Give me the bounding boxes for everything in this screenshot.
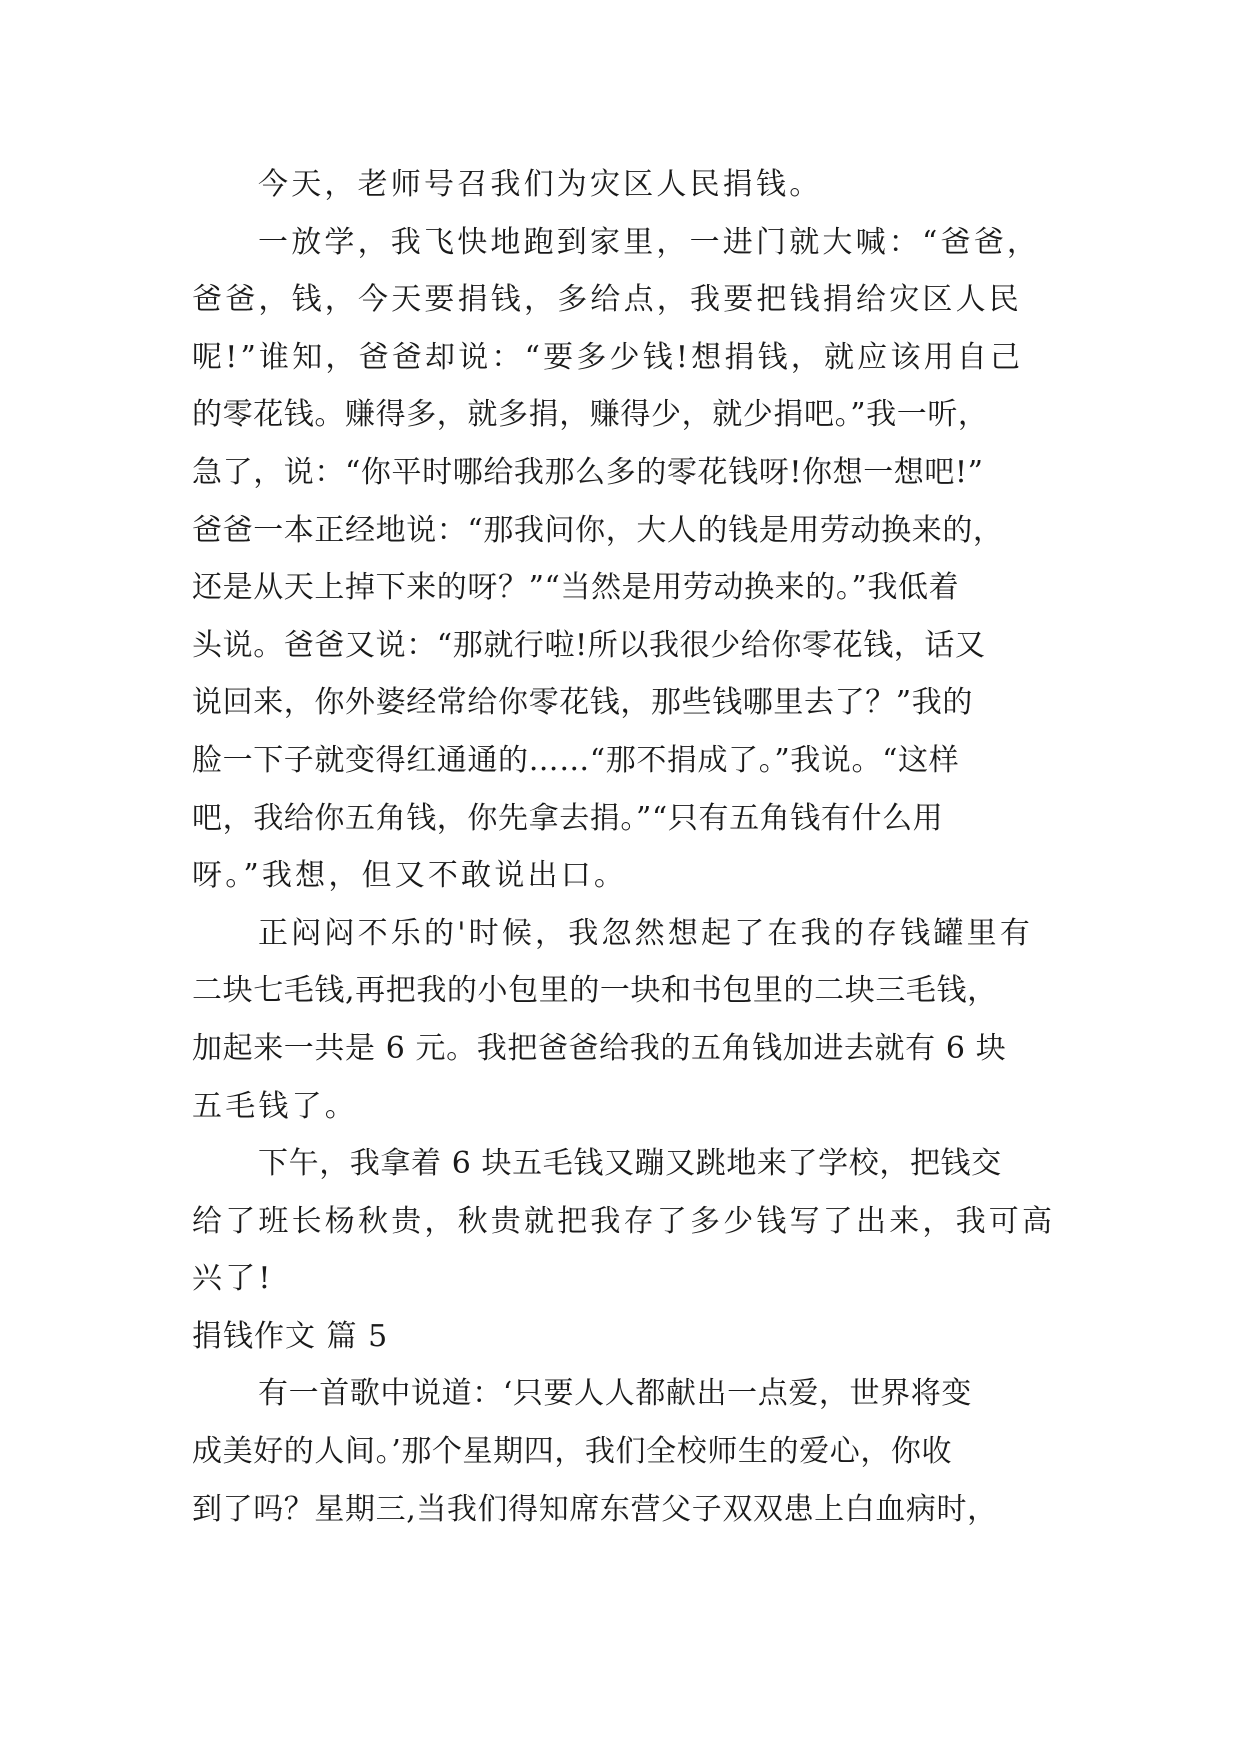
- paragraph-line: 加起来一共是 6 元。我把爸爸给我的五角钱加进去就有 6 块: [192, 1030, 1007, 1066]
- paragraph-line: 兴了!: [192, 1261, 274, 1297]
- paragraph-line: 下午，我拿着 6 块五毛钱又蹦又跳地来了学校，把钱交: [258, 1146, 1002, 1182]
- paragraph-line: 成美好的人间。’那个星期四，我们全校师生的爱心，你收: [192, 1434, 953, 1470]
- paragraph-line: 爸爸一本正经地说：“那我问你，大人的钱是用劳动换来的，: [192, 512, 1004, 548]
- paragraph-line: 说回来，你外婆经常给你零花钱，那些钱哪里去了？”我的: [192, 685, 973, 721]
- paragraph-line: 急了，说：“你平时哪给我那么多的零花钱呀!你想一想吧!”: [192, 454, 984, 490]
- paragraph-line: 还是从天上掉下来的呀？”“当然是用劳动换来的。”我低着: [192, 570, 960, 606]
- paragraph-line: 给了班长杨秋贵，秋贵就把我存了多少钱写了出来，我可高: [192, 1203, 1056, 1239]
- paragraph-line: 吧，我给你五角钱，你先拿去捐。”“只有五角钱有什么用: [192, 800, 944, 836]
- paragraph-line: 二块七毛钱,再把我的小包里的一块和书包里的二块三毛钱，: [192, 973, 998, 1009]
- paragraph-line: 呢!”谁知，爸爸却说：“要多少钱!想捐钱，就应该用自己: [192, 339, 1024, 375]
- paragraph-line: 呀。”我想，但又不敢说出口。: [192, 858, 628, 894]
- paragraph-line: 的零花钱。赚得多，就多捐，赚得少，就少捐吧。”我一听，: [192, 397, 989, 433]
- paragraph-line: 脸一下子就变得红通通的……“那不捐成了。”我说。“这样: [192, 742, 960, 778]
- section-heading: 捐钱作文 篇 5: [192, 1318, 389, 1354]
- paragraph-line: 一放学，我飞快地跑到家里，一进门就大喊：“爸爸，: [258, 224, 1041, 260]
- paragraph-line: 爸爸，钱，今天要捐钱，多给点，我要把钱捐给灾区人民: [192, 282, 1022, 318]
- paragraph-line: 到了吗？星期三,当我们得知席东营父子双双患上白血病时，: [192, 1491, 998, 1527]
- paragraph-line: 有一首歌中说道：‘只要人人都献出一点爱，世界将变: [258, 1376, 972, 1412]
- paragraph-line: 正闷闷不乐的'时候，我忽然想起了在我的存钱罐里有: [258, 915, 1034, 951]
- paragraph-line: 头说。爸爸又说：“那就行啦!所以我很少给你零花钱，话又: [192, 627, 986, 663]
- paragraph-line: 五毛钱了。: [192, 1088, 358, 1124]
- essay-body: [192, 156, 1062, 1538]
- paragraph-line: 今天，老师号召我们为灾区人民捐钱。: [258, 167, 823, 202]
